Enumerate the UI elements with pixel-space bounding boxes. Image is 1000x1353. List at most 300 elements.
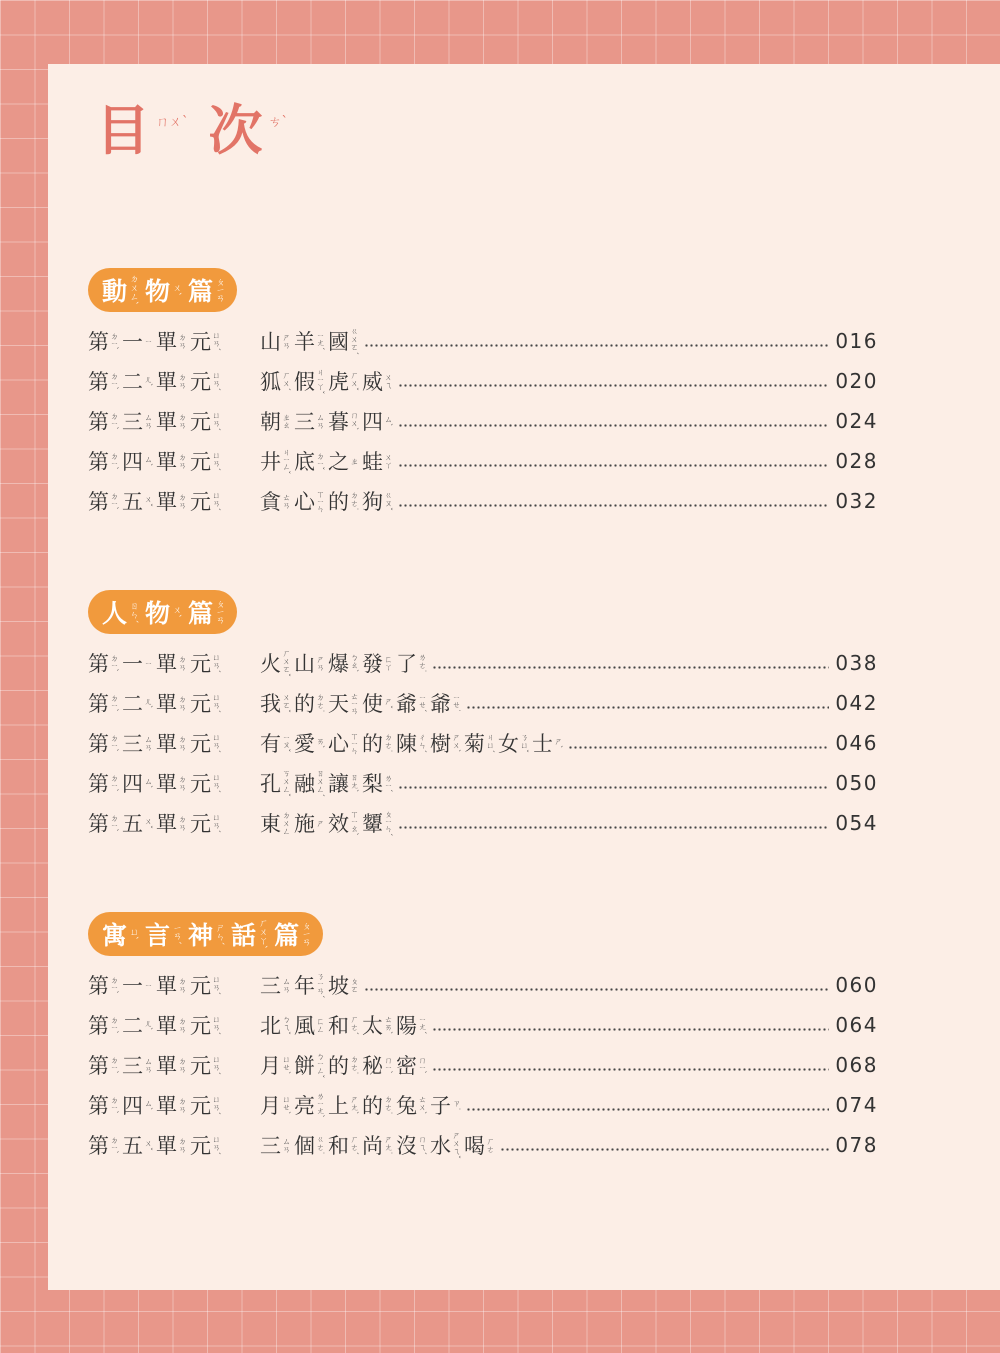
unit-zhuyin: ㄉㄧˋ	[110, 1015, 119, 1035]
unit-zhuyin: ㄉㄧˋ	[110, 1055, 119, 1075]
entry-zhuyin: ㄓㄠ	[282, 413, 291, 429]
unit-hanzi: 一	[122, 652, 143, 676]
entry-hanzi: 女	[498, 732, 519, 756]
toc-entry[interactable]	[88, 1048, 878, 1082]
unit-zhuyin: ㄉㄧˋ	[110, 653, 119, 673]
entry-zhuyin: ㄨㄛˇ	[282, 693, 291, 713]
unit-char	[122, 970, 152, 1000]
entry-char	[430, 1130, 460, 1160]
entry-hanzi: 年	[294, 974, 315, 998]
section-label-char	[188, 916, 223, 952]
unit-char	[122, 1090, 152, 1120]
unit-hanzi: 二	[122, 1014, 143, 1038]
entry-zhuyin: ㄇㄟˊ	[418, 1135, 427, 1155]
unit-char	[190, 1130, 220, 1160]
unit-char	[88, 326, 118, 356]
entry-hanzi: 蛙	[362, 450, 383, 474]
entry-hanzi: 三	[260, 974, 281, 998]
section-label-hanzi: 物	[145, 277, 171, 306]
entry-char	[260, 1130, 290, 1160]
entry-hanzi: 個	[294, 1134, 315, 1158]
section-label-hanzi: 人	[102, 599, 128, 628]
unit-hanzi: 單	[156, 1014, 177, 1038]
entry-hanzi: 水	[430, 1134, 451, 1158]
unit-zhuyin: ㄉㄢ	[178, 735, 187, 751]
toc-entry[interactable]	[88, 404, 878, 438]
entry-hanzi: 的	[328, 490, 349, 514]
entry-char	[362, 768, 392, 798]
entry-title	[260, 688, 460, 718]
entry-char	[260, 406, 290, 436]
unit-label	[88, 1090, 260, 1120]
section-label-hanzi: 寓	[102, 921, 128, 950]
unit-char	[190, 326, 220, 356]
unit-char	[190, 648, 220, 678]
dot-leader	[398, 424, 829, 427]
unit-char	[156, 768, 186, 798]
entry-hanzi: 效	[328, 812, 349, 836]
entry-char	[328, 768, 358, 798]
unit-char	[88, 970, 118, 1000]
entry-char	[396, 1130, 426, 1160]
dot-leader	[432, 1068, 829, 1071]
unit-zhuyin: ㄉㄢ	[178, 1137, 187, 1153]
dot-leader	[432, 666, 829, 669]
entry-char	[294, 366, 324, 396]
unit-zhuyin: ㄩㄢˊ	[212, 733, 221, 753]
entry-char	[260, 970, 290, 1000]
unit-hanzi: 元	[190, 1014, 211, 1038]
entry-zhuyin: ㄆㄧㄣˊ	[384, 809, 393, 837]
entry-title	[260, 486, 392, 516]
entry-hanzi: 顰	[362, 812, 383, 836]
entry-title	[260, 446, 392, 476]
unit-zhuyin: ㄦˋ	[144, 375, 153, 387]
unit-hanzi: 第	[88, 812, 109, 836]
unit-zhuyin: ㄉㄧˋ	[110, 1095, 119, 1115]
entry-char	[498, 728, 528, 758]
entry-char	[430, 728, 460, 758]
unit-label	[88, 808, 260, 838]
section-label-char	[145, 916, 180, 952]
unit-label	[88, 1130, 260, 1160]
toc-entry[interactable]	[88, 1128, 878, 1162]
unit-zhuyin: ㄉㄧˋ	[110, 773, 119, 793]
entry-title	[260, 1130, 494, 1160]
unit-hanzi: 元	[190, 732, 211, 756]
unit-label	[88, 970, 260, 1000]
entry-zhuyin: ㄊㄢ	[282, 493, 291, 509]
entry-hanzi: 爺	[430, 692, 451, 716]
entry-zhuyin: ㄧㄝ˙	[452, 693, 461, 713]
toc-entry[interactable]	[88, 324, 878, 358]
entry-char	[328, 808, 358, 838]
entry-zhuyin: ㄐㄧㄥˇ	[282, 447, 291, 475]
entry-char	[294, 406, 324, 436]
unit-hanzi: 第	[88, 732, 109, 756]
unit-zhuyin: ㄙˋ	[144, 455, 153, 467]
unit-zhuyin: ㄙㄢ	[144, 413, 153, 429]
unit-label	[88, 768, 260, 798]
entry-char	[260, 808, 290, 838]
title-hanzi: 目	[96, 99, 150, 162]
entry-hanzi: 月	[260, 1054, 281, 1078]
entry-zhuyin: ㄋㄧㄢˊ	[316, 971, 325, 999]
unit-hanzi: 單	[156, 974, 177, 998]
unit-label	[88, 1050, 260, 1080]
unit-hanzi: 第	[88, 692, 109, 716]
entry-char	[532, 728, 562, 758]
entry-hanzi: 沒	[396, 1134, 417, 1158]
entry-title	[260, 1090, 460, 1120]
entry-zhuyin: ㄇㄧˋ	[418, 1055, 427, 1075]
unit-char	[88, 1090, 118, 1120]
unit-char	[122, 486, 152, 516]
entry-hanzi: 虎	[328, 370, 349, 394]
unit-hanzi: 第	[88, 490, 109, 514]
entry-hanzi: 羊	[294, 330, 315, 354]
unit-zhuyin: ㄙˋ	[144, 1099, 153, 1111]
page-number: 024	[835, 409, 878, 433]
section-label-char	[102, 916, 137, 952]
entry-zhuyin: ㄉㄜ˙	[316, 693, 325, 713]
entry-hanzi: 讓	[328, 772, 349, 796]
entry-zhuyin: ㄌㄧㄤˋ	[316, 1091, 325, 1119]
unit-hanzi: 元	[190, 974, 211, 998]
entry-zhuyin: ㄧㄝˊ	[418, 693, 427, 713]
entry-hanzi: 上	[328, 1094, 349, 1118]
toc-entry[interactable]	[88, 686, 878, 720]
toc-entry[interactable]	[88, 1008, 878, 1042]
unit-hanzi: 單	[156, 692, 177, 716]
entry-hanzi: 孔	[260, 772, 281, 796]
unit-char	[122, 1050, 152, 1080]
entry-title	[260, 728, 562, 758]
toc-entry[interactable]	[88, 968, 878, 1002]
entry-zhuyin: ㄕㄤ˙	[384, 1135, 393, 1155]
entry-char	[328, 1090, 358, 1120]
entry-char	[294, 688, 324, 718]
entry-zhuyin: ㄕㄨˋ	[452, 733, 461, 753]
entry-hanzi: 有	[260, 732, 281, 756]
entry-char	[294, 728, 324, 758]
unit-char	[122, 728, 152, 758]
page-number: 074	[835, 1093, 878, 1117]
entry-zhuyin: ㄏㄜˊ	[350, 1015, 359, 1035]
unit-hanzi: 元	[190, 330, 211, 354]
entry-zhuyin: ㄖㄨㄥˊ	[316, 769, 325, 797]
entry-char	[464, 728, 494, 758]
entry-hanzi: 威	[362, 370, 383, 394]
entry-zhuyin: ㄏㄨㄛˇ	[282, 649, 291, 677]
unit-hanzi: 單	[156, 772, 177, 796]
unit-hanzi: 單	[156, 370, 177, 394]
entry-hanzi: 的	[328, 1054, 349, 1078]
entry-char	[362, 1010, 392, 1040]
page-number: 020	[835, 369, 878, 393]
entry-char	[362, 366, 392, 396]
unit-char	[190, 406, 220, 436]
section-label-zhuyin: ㄖㄣˊ	[128, 600, 139, 624]
unit-hanzi: 單	[156, 410, 177, 434]
entry-hanzi: 東	[260, 812, 281, 836]
unit-char	[190, 688, 220, 718]
section-label-hanzi: 篇	[188, 277, 214, 306]
section-label-char	[102, 272, 137, 308]
entry-zhuyin: ㄉㄜ˙	[384, 733, 393, 753]
page-number: 050	[835, 771, 878, 795]
unit-hanzi: 第	[88, 370, 109, 394]
unit-zhuyin: ㄩㄢˊ	[212, 813, 221, 833]
entry-char	[464, 1130, 494, 1160]
toc-entry[interactable]	[88, 806, 878, 840]
unit-zhuyin: ㄨˇ	[144, 1139, 153, 1151]
unit-hanzi: 第	[88, 974, 109, 998]
entry-zhuyin: ㄏㄜˊ	[350, 1135, 359, 1155]
entry-hanzi: 子	[430, 1094, 451, 1118]
entry-char	[396, 648, 426, 678]
unit-zhuyin: ㄩㄢˊ	[212, 693, 221, 713]
entry-char	[260, 446, 290, 476]
unit-hanzi: 單	[156, 330, 177, 354]
unit-char	[88, 366, 118, 396]
unit-zhuyin: ㄉㄢ	[178, 977, 187, 993]
entry-zhuyin: ㄇㄧˋ	[384, 1055, 393, 1075]
section-label-char	[231, 916, 266, 952]
entry-hanzi: 梨	[362, 772, 383, 796]
unit-zhuyin: ㄉㄢ	[178, 815, 187, 831]
unit-hanzi: 元	[190, 652, 211, 676]
unit-char	[122, 768, 152, 798]
section-label-hanzi: 篇	[188, 599, 214, 628]
entry-char	[294, 808, 324, 838]
entry-char	[294, 1090, 324, 1120]
entry-zhuyin: ㄕˇ	[384, 697, 393, 709]
unit-hanzi: 五	[122, 490, 143, 514]
entry-title	[260, 326, 358, 356]
unit-zhuyin: ㄩㄢˊ	[212, 1015, 221, 1035]
entry-char	[328, 446, 358, 476]
section-label-zhuyin: ㄨˋ	[171, 605, 182, 619]
entry-char	[396, 1010, 426, 1040]
entry-char	[294, 446, 324, 476]
unit-char	[88, 406, 118, 436]
entry-char	[328, 406, 358, 436]
entry-hanzi: 我	[260, 692, 281, 716]
unit-label	[88, 688, 260, 718]
unit-zhuyin: ㄙㄢ	[144, 735, 153, 751]
entry-zhuyin: ㄏㄨˊ	[282, 371, 291, 391]
unit-zhuyin: ㄉㄧˋ	[110, 331, 119, 351]
entry-zhuyin: ㄩㄝˋ	[282, 1055, 291, 1075]
entry-zhuyin: ㄉㄧˇ	[316, 451, 325, 471]
entry-zhuyin: ㄞˋ	[316, 737, 325, 749]
entry-hanzi: 施	[294, 812, 315, 836]
dot-leader	[398, 786, 829, 789]
dot-leader	[500, 1148, 829, 1151]
entry-zhuyin: ㄕㄢ	[282, 333, 291, 349]
entry-char	[362, 406, 392, 436]
unit-hanzi: 元	[190, 370, 211, 394]
entry-hanzi: 朝	[260, 410, 281, 434]
entry-hanzi: 心	[328, 732, 349, 756]
unit-zhuyin: ㄉㄢ	[178, 1057, 187, 1073]
toc-entry[interactable]	[88, 726, 878, 760]
entry-zhuyin: ㄉㄜ˙	[384, 1095, 393, 1115]
entry-zhuyin: ㄨㄚ	[384, 453, 393, 469]
unit-char	[88, 688, 118, 718]
toc-entry[interactable]	[88, 364, 878, 398]
entry-hanzi: 亮	[294, 1094, 315, 1118]
page-number: 060	[835, 973, 878, 997]
entry-title	[260, 1050, 426, 1080]
entry-hanzi: 狗	[362, 490, 383, 514]
unit-zhuyin: ㄉㄢ	[178, 695, 187, 711]
entry-hanzi: 底	[294, 450, 315, 474]
dot-leader	[568, 746, 829, 749]
section-label-char	[188, 272, 223, 308]
dot-leader	[398, 384, 829, 387]
entry-hanzi: 三	[260, 1134, 281, 1158]
unit-char	[156, 970, 186, 1000]
entry-hanzi: 和	[328, 1134, 349, 1158]
entry-title	[260, 406, 392, 436]
entry-char	[260, 326, 290, 356]
toc-entry[interactable]	[88, 484, 878, 518]
entry-zhuyin: ㄨㄟ	[384, 373, 393, 389]
entry-char	[260, 1090, 290, 1120]
unit-char	[190, 970, 220, 1000]
entry-zhuyin: ㄕ	[316, 819, 325, 827]
unit-zhuyin: ㄉㄢ	[178, 453, 187, 469]
section-label-zhuyin: ㄆㄧㄢ	[214, 599, 225, 625]
entry-zhuyin: ㄋㄩˇ	[520, 733, 529, 753]
entry-hanzi: 的	[362, 1094, 383, 1118]
entry-hanzi: 山	[260, 330, 281, 354]
section-label-hanzi: 篇	[274, 921, 300, 950]
entry-zhuyin: ㄐㄩˊ	[486, 733, 495, 753]
unit-hanzi: 元	[190, 1054, 211, 1078]
unit-zhuyin: ㄦˋ	[144, 1019, 153, 1031]
entry-hanzi: 的	[362, 732, 383, 756]
unit-zhuyin: ㄩㄢˊ	[212, 491, 221, 511]
entry-char	[294, 1010, 324, 1040]
unit-zhuyin: ㄉㄧˋ	[110, 975, 119, 995]
entry-char	[362, 1130, 392, 1160]
entry-hanzi: 兔	[396, 1094, 417, 1118]
unit-hanzi: 五	[122, 1134, 143, 1158]
unit-char	[156, 486, 186, 516]
unit-zhuyin: ㄉㄧˋ	[110, 733, 119, 753]
page-number: 038	[835, 651, 878, 675]
unit-char	[156, 1010, 186, 1040]
page-number: 054	[835, 811, 878, 835]
entry-hanzi: 北	[260, 1014, 281, 1038]
unit-char	[156, 728, 186, 758]
unit-zhuyin: ㄉㄢ	[178, 655, 187, 671]
entry-zhuyin: ㄙㄢ	[282, 977, 291, 993]
entry-zhuyin: ㄉㄜ˙	[350, 1055, 359, 1075]
toc-entry[interactable]	[88, 646, 878, 680]
entry-zhuyin: ㄊㄧㄢ	[350, 691, 359, 715]
section-label-char	[102, 594, 137, 630]
unit-hanzi: 單	[156, 812, 177, 836]
entry-char	[294, 1130, 324, 1160]
entry-char	[396, 728, 426, 758]
entry-hanzi: 爺	[396, 692, 417, 716]
unit-zhuyin: ㄉㄢ	[178, 413, 187, 429]
unit-char	[156, 808, 186, 838]
entry-zhuyin: ㄐㄧㄚˇ	[316, 367, 325, 395]
entry-char	[260, 1010, 290, 1040]
toc-entry[interactable]	[88, 1088, 878, 1122]
entry-char	[260, 1050, 290, 1080]
section-label-zhuyin: ㄉㄨㄥˋ	[128, 274, 139, 306]
section-label-zhuyin: ㄩˋ	[128, 927, 139, 941]
unit-zhuyin: ㄨˇ	[144, 495, 153, 507]
entry-zhuyin: ㄇㄨˋ	[350, 411, 359, 431]
entry-char	[362, 486, 392, 516]
unit-char	[88, 808, 118, 838]
unit-zhuyin: ㄩㄢˊ	[212, 371, 221, 391]
unit-hanzi: 第	[88, 1094, 109, 1118]
toc-entry[interactable]	[88, 766, 878, 800]
section-label-char	[145, 272, 180, 308]
entry-zhuyin: ㄒㄧㄠˋ	[350, 809, 359, 837]
toc-entry[interactable]	[88, 444, 878, 478]
unit-zhuyin: ㄉㄢ	[178, 493, 187, 509]
section-label-char	[274, 916, 309, 952]
unit-zhuyin: ㄧ	[144, 337, 153, 345]
unit-hanzi: 一	[122, 330, 143, 354]
entry-zhuyin: ㄧㄤˊ	[316, 331, 325, 351]
unit-hanzi: 元	[190, 410, 211, 434]
unit-char	[88, 768, 118, 798]
unit-char	[88, 648, 118, 678]
entry-zhuyin: ㄩㄝˋ	[282, 1095, 291, 1115]
entry-hanzi: 國	[328, 330, 349, 354]
unit-label	[88, 406, 260, 436]
entry-zhuyin: ㄔㄣˊ	[418, 733, 427, 753]
unit-zhuyin: ㄉㄧˋ	[110, 491, 119, 511]
unit-char	[190, 808, 220, 838]
entry-hanzi: 暮	[328, 410, 349, 434]
entry-title	[260, 768, 392, 798]
unit-char	[156, 1050, 186, 1080]
entry-zhuyin: ㄧㄡˇ	[282, 733, 291, 753]
unit-hanzi: 單	[156, 490, 177, 514]
entry-hanzi: 爆	[328, 652, 349, 676]
entry-zhuyin: ㄒㄧㄣ	[350, 731, 359, 755]
entry-char	[362, 688, 392, 718]
unit-char	[190, 1090, 220, 1120]
unit-zhuyin: ㄩㄢˊ	[212, 975, 221, 995]
unit-hanzi: 元	[190, 1094, 211, 1118]
entry-hanzi: 融	[294, 772, 315, 796]
unit-char	[122, 1010, 152, 1040]
entry-zhuyin: ㄒㄧㄣ	[316, 489, 325, 513]
entry-char	[362, 648, 392, 678]
entry-char	[260, 688, 290, 718]
unit-hanzi: 單	[156, 450, 177, 474]
dot-leader	[432, 1028, 829, 1031]
entry-char	[260, 768, 290, 798]
unit-hanzi: 二	[122, 370, 143, 394]
unit-hanzi: 單	[156, 1094, 177, 1118]
unit-hanzi: 四	[122, 450, 143, 474]
entry-hanzi: 餅	[294, 1054, 315, 1078]
entry-hanzi: 火	[260, 652, 281, 676]
